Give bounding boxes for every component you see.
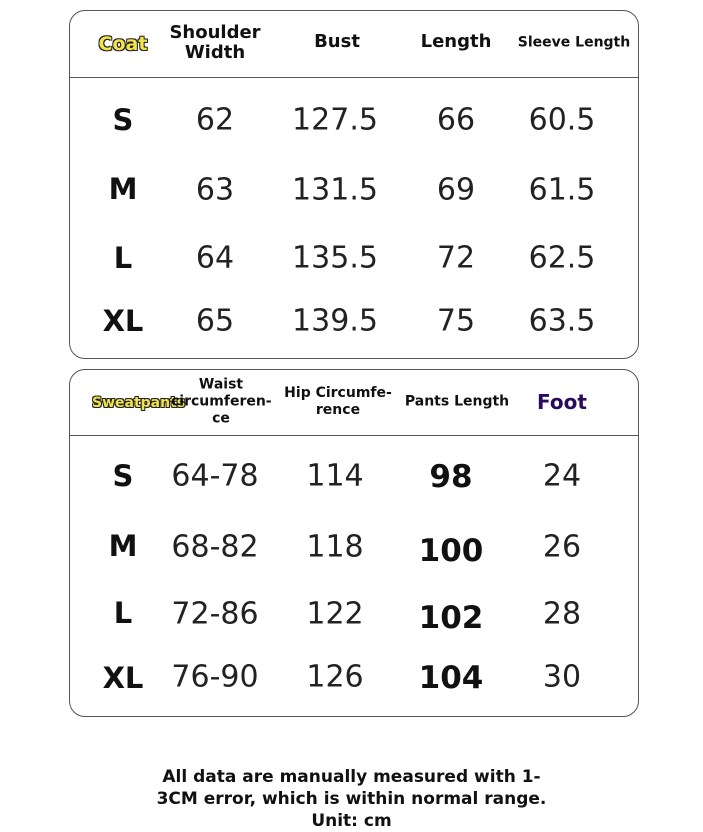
size-label: L (113, 241, 133, 275)
pants-value: 76-90 (171, 659, 259, 695)
header-length: Length (420, 31, 492, 52)
coat-value: 66 (436, 102, 476, 138)
pants-length-value: 102 (418, 600, 484, 636)
size-label: S (112, 459, 134, 493)
pants-value: 24 (542, 458, 582, 494)
coat-value: 62.5 (528, 240, 596, 276)
pants-length-value: 104 (418, 660, 484, 696)
pants-value: 72-86 (171, 596, 259, 632)
pants-length-value: 100 (418, 533, 484, 569)
pants-value: 26 (542, 529, 582, 565)
pants-value: 30 (542, 659, 582, 695)
size-label: M (108, 529, 138, 563)
coat-size-table (69, 10, 639, 359)
size-label: M (108, 172, 138, 206)
size-label: S (112, 103, 134, 137)
pants-value: 118 (306, 529, 364, 565)
size-label: XL (102, 661, 144, 695)
coat-value: 139.5 (292, 303, 378, 339)
header-hip: Hip Circumfe-rence (284, 385, 392, 418)
coat-value: 127.5 (292, 102, 378, 138)
coat-value: 63.5 (528, 303, 596, 339)
pants-header-row (70, 370, 638, 436)
coat-value: 135.5 (292, 240, 378, 276)
sweatpants-tag: Sweatpants (92, 395, 186, 411)
coat-value: 72 (436, 240, 476, 276)
size-label: L (113, 596, 133, 630)
coat-header-row (70, 11, 638, 78)
coat-value: 69 (436, 172, 476, 208)
measurement-note (0, 766, 703, 832)
header-foot: Foot (537, 390, 587, 414)
sweatpants-size-table (69, 369, 639, 717)
pants-length-value: 98 (429, 459, 473, 495)
coat-value: 63 (195, 172, 235, 208)
size-label: XL (102, 304, 144, 338)
coat-value: 60.5 (528, 102, 596, 138)
pants-value: 64-78 (171, 458, 259, 494)
header-waist: Waist circumferen-ce (171, 376, 272, 427)
coat-value: 64 (195, 240, 235, 276)
pants-value: 68-82 (171, 529, 259, 565)
header-pants-length: Pants Length (404, 393, 510, 410)
header-bust: Bust (314, 31, 360, 52)
pants-value: 28 (542, 596, 582, 632)
coat-value: 131.5 (292, 172, 378, 208)
coat-value: 61.5 (528, 172, 596, 208)
pants-value: 126 (306, 659, 364, 695)
header-sleeve-length: Sleeve Length (517, 34, 631, 51)
pants-value: 122 (306, 596, 364, 632)
coat-value: 62 (195, 102, 235, 138)
header-shoulder-width: Shoulder Width (169, 22, 261, 63)
pants-value: 114 (306, 458, 364, 494)
measurement-note-text: All data are manually measured with 1-3CM error, which is within normal range. Unit: cm (156, 767, 547, 831)
coat-value: 75 (436, 303, 476, 339)
coat-tag: Coat (98, 33, 148, 55)
coat-value: 65 (195, 303, 235, 339)
